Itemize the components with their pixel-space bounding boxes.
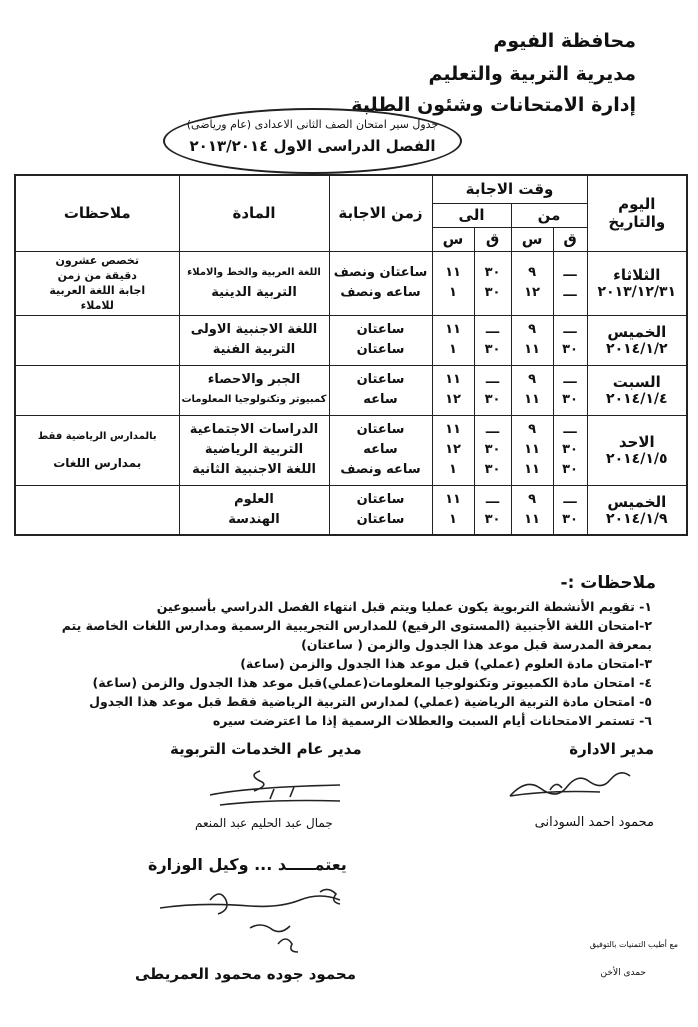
from-s-cell: ٩ ١١ [511, 485, 553, 535]
approval-title: يعتمـــــد ... وكيل الوزارة [148, 855, 347, 874]
header-from-q: ق [553, 227, 587, 251]
from-q-cell: ـــ ٣٠ ٣٠ [553, 415, 587, 485]
to-s-cell: ١١ ١٢ [432, 365, 474, 415]
exam-schedule-table [14, 174, 688, 536]
note-item: ٣-امتحان مادة العلوم (عملي) قبل موعد هذا الجدول والزمن (ساعة) [240, 656, 652, 671]
table-row [15, 315, 687, 365]
from-s-cell: ٩ ١١ [511, 365, 553, 415]
header-answer-time: وقت الاجابة [432, 175, 587, 203]
duration-cell: ساعتان ساعتان [329, 315, 432, 365]
header-subject: المادة [179, 175, 329, 251]
to-q-cell: ـــ ٣٠ [474, 485, 511, 535]
note-item: ١- تقويم الأنشطة التربوية يكون عمليا ويتم قبل انتهاء الفصل الدراسي بأسبوعين [156, 599, 652, 614]
note-item: ٢-امتحان اللغة الأجنبية (المستوى الرفيع) للمدارس التجريبية الرسمية ومدارس اللغات الخاصة يتم [61, 618, 652, 633]
subject-cell: العلوم الهندسة [179, 485, 329, 535]
header-from-s: س [511, 227, 553, 251]
day-label: الخميس [607, 323, 667, 341]
note-item: ٤- امتحان مادة الكمبيوتر وتكنولوجيا المعلومات(عملي)قبل موعد هذا الجدول والزمن (ساعة) [92, 675, 652, 690]
general-director-title: مدير عام الخدمات التربوية [170, 740, 362, 758]
notes-list [52, 597, 652, 730]
to-s-cell: ١١ ١ [432, 251, 474, 315]
table-row [15, 365, 687, 415]
date-label: ٢٠١٤/١/٢ [606, 341, 668, 357]
to-q-cell: ـــ ٣٠ ٣٠ [474, 415, 511, 485]
day-date-cell [587, 251, 687, 315]
approval-name: محمود جوده محمود العمريطى [135, 965, 356, 983]
subject-cell: اللغة الاجنبية الاولى التربية الفنية [179, 315, 329, 365]
admin-director-name: محمود احمد السودانى [534, 815, 654, 830]
subject-cell: الدراسات الاجتماعية التربية الرياضية اللغة الاجنبية الثانية [179, 415, 329, 485]
day-label: الثلاثاء [613, 266, 661, 284]
note-item: ٥- امتحان مادة التربية الرياضية (عملي) لمدارس التربية الرياضية فقط قبل موعد هذا الجدول [89, 694, 652, 709]
from-q-cell: ـــ ٣٠ [553, 485, 587, 535]
from-q-cell: ـــ ٣٠ [553, 365, 587, 415]
directorate-heading: مديرية التربية والتعليم [428, 63, 636, 85]
to-q-cell: ـــ ٣٠ [474, 315, 511, 365]
notes-cell [15, 315, 179, 365]
subject-cell: اللغة العربية والخط والاملاء التربية الدينية [179, 251, 329, 315]
table-header-row [15, 175, 687, 203]
general-director-signature [200, 765, 350, 815]
to-s-cell: ١١ ١ [432, 485, 474, 535]
to-s-cell: ١١ ١٢ ١ [432, 415, 474, 485]
to-s-cell: ١١ ١ [432, 315, 474, 365]
general-director-name: جمال عبد الحليم عبد المنعم [195, 816, 333, 830]
notes-cell: تخصص عشرون دقيقة من زمن اجابة اللغة العربية للاملاء [15, 251, 179, 315]
from-s-cell: ٩ ١١ [511, 315, 553, 365]
schedule-title-box [163, 108, 462, 174]
approval-signature [150, 878, 380, 958]
duration-cell: ساعتان ونصف ساعه ونصف [329, 251, 432, 315]
table-row [15, 415, 687, 485]
notes-cell [15, 365, 179, 415]
from-s-cell: ٩ ١١ ١١ [511, 415, 553, 485]
header-to-q: ق [474, 227, 511, 251]
header-from: من [511, 203, 587, 227]
admin-director-signature [490, 762, 640, 810]
semester-title: الفصل الدراسى الاول ٢٠١٣/٢٠١٤ [189, 137, 436, 155]
note-item: ٦- تستمر الامتحانات أيام السبت والعطلات الرسمية إذا ما اعترضت سيره [212, 713, 652, 728]
header-to: الى [432, 203, 511, 227]
to-q-cell: ـــ ٣٠ [474, 365, 511, 415]
department-heading: إدارة الامتحانات وشئون الطلبة [351, 94, 636, 116]
from-s-cell: ٩ ١٢ [511, 251, 553, 315]
notes-cell [15, 485, 179, 535]
day-label: الخميس [607, 492, 667, 511]
header-duration: زمن الاجابة [329, 175, 432, 251]
day-date-cell [587, 485, 687, 535]
note-item: بمعرفة المدرسة قبل موعد هذا الجدول والزمن ( ساعتان) [301, 637, 652, 652]
day-date-cell [587, 415, 687, 485]
date-label: ٢٠١٤/١/٩ [606, 510, 668, 527]
from-q-cell: ـــ ـــ [553, 251, 587, 315]
day-label: الاحد [618, 433, 655, 451]
day-date-cell [587, 365, 687, 415]
date-label: ٢٠١٤/١/٥ [606, 451, 668, 467]
day-date-cell [587, 315, 687, 365]
table-row [15, 485, 687, 535]
to-q-cell: ٣٠ ٣٠ [474, 251, 511, 315]
table-row [15, 251, 687, 315]
from-q-cell: ـــ ٣٠ [553, 315, 587, 365]
date-label: ٢٠١٣/١٢/٣١ [597, 284, 677, 300]
wishes-name: حمدى الأخن [600, 968, 646, 978]
duration-cell: ساعتان ساعه [329, 365, 432, 415]
governorate-heading: محافظة الفيوم [493, 30, 636, 52]
date-label: ٢٠١٤/١/٤ [606, 391, 668, 407]
schedule-title: جدول سير امتحان الصف الثانى الاعدادى (عام ورياضى) [186, 118, 439, 131]
header-notes: ملاحظات [15, 175, 179, 251]
duration-cell: ساعتان ساعه ساعه ونصف [329, 415, 432, 485]
subject-cell: الجبر والاحصاء كمبيوتر وتكنولوجيا المعلومات [179, 365, 329, 415]
notes-cell: بالمدارس الرياضية فقط بمدارس اللغات [15, 415, 179, 485]
header-day-date: اليوم والتاريخ [587, 175, 687, 251]
notes-title: ملاحظات :- [560, 573, 656, 593]
wishes-text: مع أطيب التمنيات بالتوفيق [589, 940, 678, 949]
admin-director-title: مدير الادارة [569, 740, 654, 758]
day-label: السبت [612, 373, 661, 391]
header-to-s: س [432, 227, 474, 251]
duration-cell: ساعتان ساعتان [329, 485, 432, 535]
